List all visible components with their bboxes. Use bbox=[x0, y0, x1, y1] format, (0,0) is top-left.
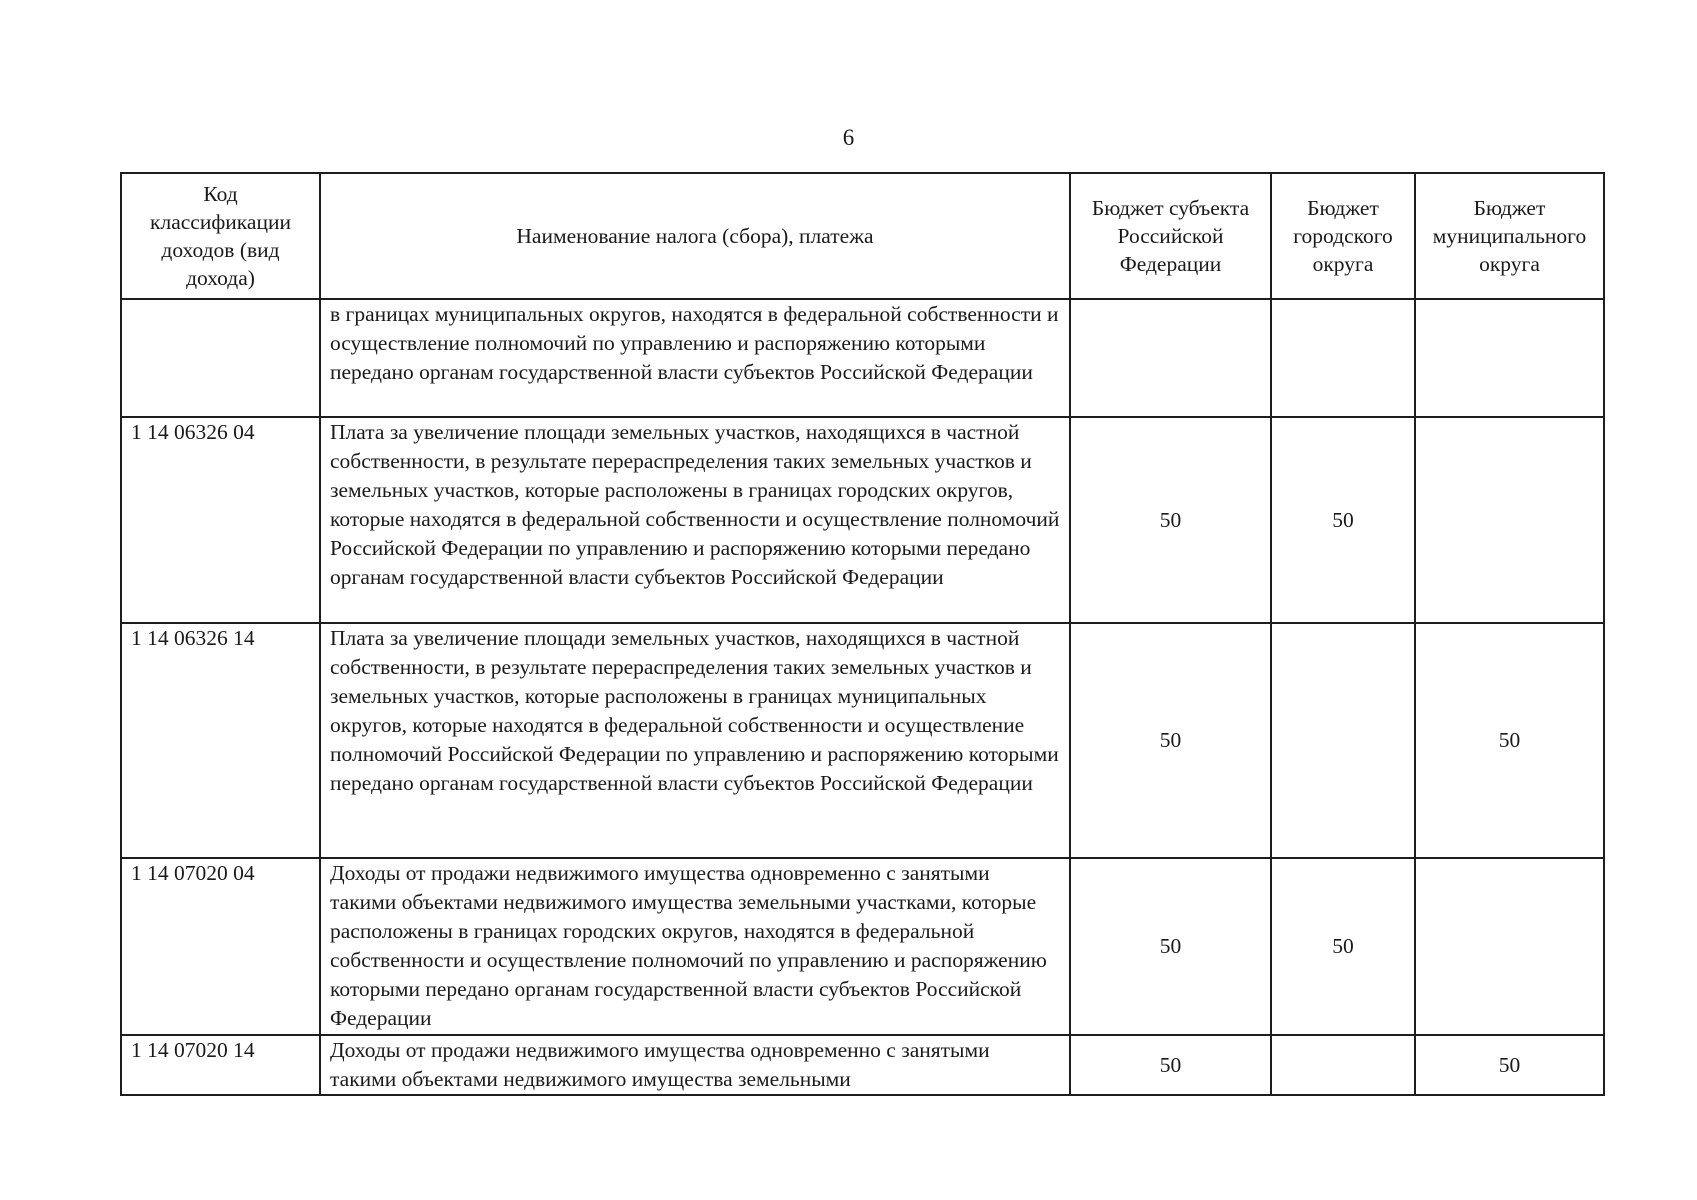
table-row bbox=[121, 858, 1604, 1035]
row-name: Плата за увеличение площади земельных участков, находящихся в частной собственности, в результате перераспределения таких земельных участков и земельных участков, которые расположены в границах муниципальных округов, которые находятся в федеральной собственности и осуществление полномочий Российской Федерации по управлению и распоряжению которыми передано органам государственной власти субъектов Российской Федерации bbox=[320, 623, 1070, 858]
header-city-budget: Бюджет городского округа bbox=[1271, 173, 1415, 299]
row-city-share bbox=[1271, 623, 1415, 858]
row-name: в границах муниципальных округов, находятся в федеральной собственности и осуществление полномочий по управлению и распоряжению которыми передано органам государственной власти субъектов Российской Федерации bbox=[320, 299, 1070, 417]
header-name: Наименование налога (сбора), платежа bbox=[320, 173, 1070, 299]
row-city-share bbox=[1271, 1035, 1415, 1095]
row-code bbox=[121, 299, 320, 417]
table-row bbox=[121, 1035, 1604, 1095]
row-name: Плата за увеличение площади земельных участков, находящихся в частной собственности, в результате перераспределения таких земельных участков и земельных участков, которые расположены в границах городских округов, которые находятся в федеральной собственности и осуществление полномочий Российской Федерации по управлению и распоряжению которыми передано органам государственной власти субъектов Российской Федерации bbox=[320, 417, 1070, 623]
row-code: 1 14 07020 14 bbox=[121, 1035, 320, 1095]
row-subject-share: 50 bbox=[1070, 417, 1271, 623]
row-subject-share: 50 bbox=[1070, 1035, 1271, 1095]
table-row bbox=[121, 417, 1604, 623]
row-code: 1 14 07020 04 bbox=[121, 858, 320, 1035]
header-code: Код классификации доходов (вид дохода) bbox=[121, 173, 320, 299]
row-city-share: 50 bbox=[1271, 417, 1415, 623]
row-subject-share: 50 bbox=[1070, 623, 1271, 858]
row-municipal-share bbox=[1415, 299, 1604, 417]
row-name: Доходы от продажи недвижимого имущества одновременно с занятыми такими объектами недвижимого имущества земельными участками, которые расположены в границах городских округов, находятся в федеральной собственности и осуществление полномочий по управлению и распоряжению которыми передано органам государственной власти субъектов Российской Федерации bbox=[320, 858, 1070, 1035]
table-row bbox=[121, 623, 1604, 858]
header-municipal-budget: Бюджет муниципального округа bbox=[1415, 173, 1604, 299]
row-subject-share: 50 bbox=[1070, 858, 1271, 1035]
row-municipal-share bbox=[1415, 858, 1604, 1035]
row-city-share: 50 bbox=[1271, 858, 1415, 1035]
row-municipal-share: 50 bbox=[1415, 623, 1604, 858]
row-code: 1 14 06326 04 bbox=[121, 417, 320, 623]
row-city-share bbox=[1271, 299, 1415, 417]
table-row bbox=[121, 299, 1604, 417]
header-subject-budget: Бюджет субъекта Российской Федерации bbox=[1070, 173, 1271, 299]
page-number: 6 bbox=[842, 125, 855, 150]
row-name: Доходы от продажи недвижимого имущества одновременно с занятыми такими объектами недвижимого имущества земельными bbox=[320, 1035, 1070, 1095]
row-code: 1 14 06326 14 bbox=[121, 623, 320, 858]
row-subject-share bbox=[1070, 299, 1271, 417]
row-municipal-share bbox=[1415, 417, 1604, 623]
row-municipal-share: 50 bbox=[1415, 1035, 1604, 1095]
table-header-row bbox=[121, 173, 1604, 299]
revenue-distribution-table bbox=[120, 172, 1605, 1096]
